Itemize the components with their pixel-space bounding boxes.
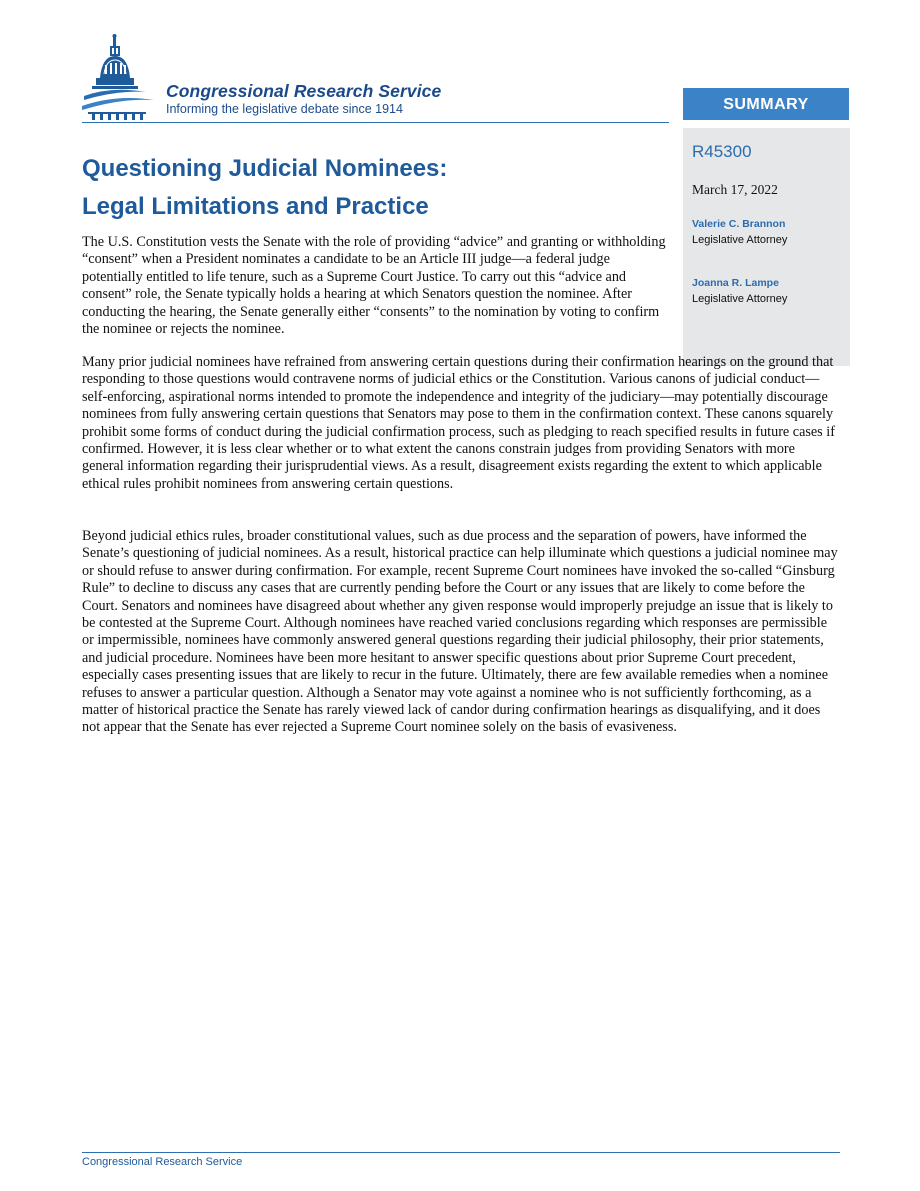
summary-paragraph: Many prior judicial nominees have refrained from answering certain questions during their confirmation hearings on the ground that responding to those questions would contravene norms of judicial ethics or the Constitution. Various canons of judicial conduct—self-enforcing, aspirational norms intended to promote the independence and integrity of the judiciary—may potentially discourage nominees from fully answering certain questions that Senators may pose to them in the confirmation context. These canons squarely prohibit some forms of conduct during the judicial confirmation process, such as pledging to reach specified results in future cases if confirmed. However, it is less clear whether or to what extent the canons constrain judges from providing Senators with more general information regarding their jurisprudential views. As a result, disagreement exists regarding the extent to which applicable ethical rules prohibit nominees from answering certain questions. (82, 354, 835, 492)
summary-paragraph: Beyond judicial ethics rules, broader constitutional values, such as due process and the separation of powers, have informed the Senate’s questioning of judicial nominees. As a result, historical practice can help illuminate which questions a judicial nominee may or should refuse to answer during confirmation. For example, recent Supreme Court nominees have invoked the so-called “Ginsburg Rule” to decline to discuss any cases that are currently pending before the Court or any issues that are likely to come before the Court. Senators and nominees have disagreed about whether any given response would improperly prejudge an issue that is likely to be contested at the Supreme Court. Although nominees have reached varied conclusions regarding which responses are permissible or impermissible, nominees have commonly answered general questions regarding their judicial philosophy, their prior statements, and judicial procedure. Nominees have been more hesitant to answer specific questions about prior Supreme Court precedent, especially cases presenting issues that are likely to recur in the future. Ultimately, there are few available remedies when a nominee refuses to answer a particular question. Although a Senator may vote against a nominee who is not sufficiently forthcoming, as a matter of historical practice the Senate has rarely viewed lack of candor during confirmation hearings as disqualifying, and it does not appear that the Senate has ever rejected a Supreme Court nominee solely on the basis of evasiveness. (82, 528, 838, 736)
report-date: March 17, 2022 (692, 182, 778, 197)
title-line: Legal Limitations and Practice (82, 193, 429, 220)
author-title: Legislative Attorney (692, 234, 788, 246)
report-number: R45300 (692, 142, 752, 161)
capitol-dome-icon (82, 34, 162, 122)
author-title: Legislative Attorney (692, 293, 788, 305)
header-divider (82, 122, 669, 123)
summary-sidebar (683, 128, 850, 366)
footer-org-name: Congressional Research Service (82, 1156, 243, 1168)
author-block (692, 217, 787, 248)
crs-logo (82, 34, 482, 122)
footer-divider (82, 1152, 840, 1153)
summary-paragraph: The U.S. Constitution vests the Senate with the role of providing “advice” and granting or withholding “consent” when a President nominates a candidate to be an Article III judge—a federal judge potentially entitled to life tenure, such as a Supreme Court Justice. To carry out this “advice and consent” role, the Senate typically holds a hearing at which Senators question the nominee. After conducting the hearing, the Senate generally either “consents” to the nomination by voting to confirm the nominee or rejects the nominee. (82, 234, 666, 338)
summary-label: SUMMARY (683, 88, 849, 120)
author-name: Valerie C. Brannon (692, 218, 786, 230)
title-line: Questioning Judicial Nominees: (82, 155, 448, 182)
author-block (692, 276, 787, 307)
org-name: Congressional Research Service (166, 81, 442, 101)
org-tagline: Informing the legislative debate since 1914 (166, 102, 403, 116)
author-name: Joanna R. Lampe (692, 277, 779, 289)
document-title (82, 150, 662, 226)
